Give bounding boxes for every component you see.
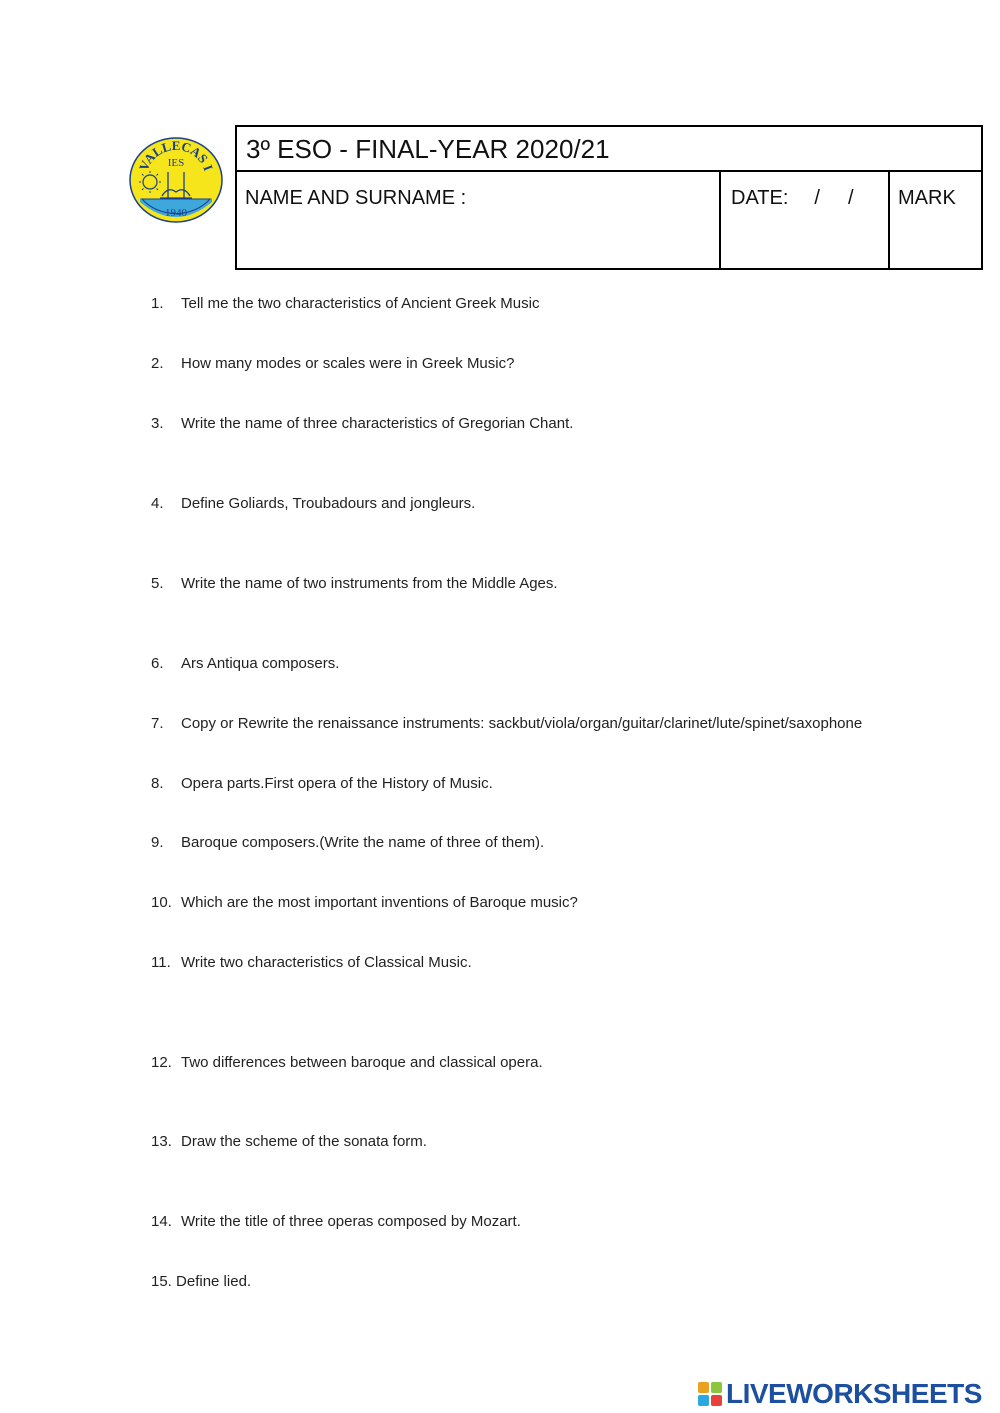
brand-wordmark: LIVEWORKSHEETS (726, 1378, 982, 1409)
date-field[interactable] (721, 172, 890, 270)
question-text: Define Goliards, Troubadours and jongleurs. (181, 495, 476, 512)
question-text: Draw the scheme of the sonata form. (181, 1133, 427, 1150)
question-text: Write the name of three characteristics of Gregorian Chant. (181, 415, 574, 432)
liveworksheets-logo (698, 1378, 982, 1410)
question-number: 12. (151, 1054, 172, 1071)
liveworksheets-icon (698, 1382, 722, 1406)
exam-title: 3º ESO - FINAL-YEAR 2020/21 (237, 127, 981, 172)
name-label: NAME AND SURNAME : (245, 187, 467, 209)
question-number: 13. (151, 1133, 172, 1150)
question-text: Opera parts.First opera of the History of Music. (181, 775, 493, 792)
question-text: Baroque composers.(Write the name of three of them). (181, 834, 545, 851)
question-text: Write the title of three operas composed by Mozart. (181, 1213, 521, 1230)
question-text: Ars Antiqua composers. (181, 655, 340, 672)
question-text: Tell me the two characteristics of Ancient Greek Music (181, 295, 540, 312)
question-item-15 (151, 1273, 251, 1290)
exam-header-table (235, 125, 983, 270)
question-text: Define lied. (176, 1273, 252, 1290)
question-number: 3. (151, 415, 164, 432)
logo-ies-text: IES (167, 157, 185, 169)
question-number: 9. (151, 834, 164, 851)
question-text: Copy or Rewrite the renaissance instruments: sackbut/viola/organ/guitar/clarinet/lute/spinet/saxophone (181, 715, 863, 732)
question-number: 2. (151, 355, 164, 372)
question-number: 10. (151, 894, 172, 911)
name-field[interactable] (237, 172, 721, 270)
question-text: Two differences between baroque and classical opera. (181, 1054, 543, 1071)
date-separator-2: / (847, 187, 854, 209)
school-logo (128, 136, 224, 224)
question-number: 5. (151, 575, 164, 592)
question-number: 11. (151, 954, 171, 971)
date-separator-1: / (814, 187, 820, 209)
mark-label: MARK (898, 187, 956, 209)
logo-name-text: VALLECAS I (135, 137, 217, 173)
question-text: Which are the most important inventions of Baroque music? (181, 894, 578, 911)
question-number: 15. (151, 1273, 172, 1290)
question-number: 1. (151, 295, 164, 312)
question-number: 14. (151, 1213, 172, 1230)
logo-year-text: 1940 (165, 207, 187, 219)
question-number: 8. (151, 775, 164, 792)
question-text: Write two characteristics of Classical Music. (181, 954, 472, 971)
question-text: How many modes or scales were in Greek Music? (181, 355, 515, 372)
question-number: 6. (151, 655, 164, 672)
date-label: DATE: (731, 187, 789, 209)
question-number: 4. (151, 495, 164, 512)
question-text: Write the name of two instruments from the Middle Ages. (181, 575, 558, 592)
question-number: 7. (151, 715, 164, 732)
mark-field (890, 172, 983, 270)
